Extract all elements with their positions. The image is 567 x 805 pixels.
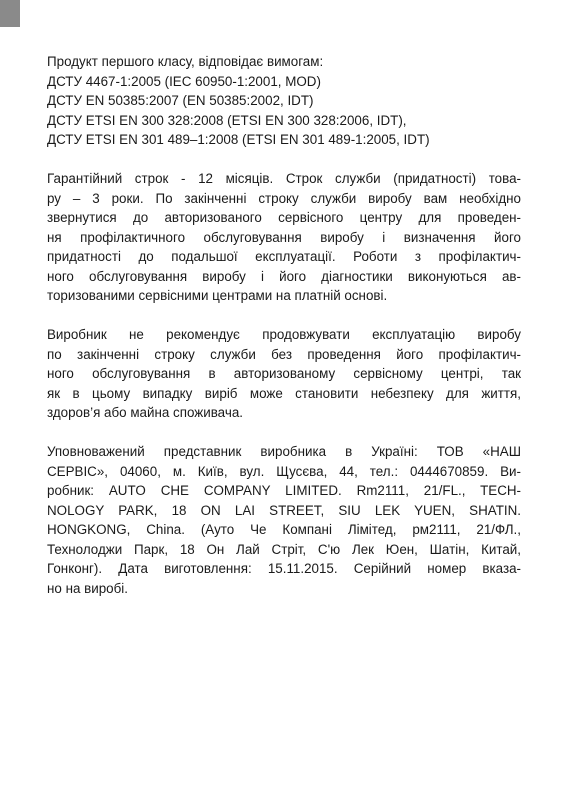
warranty-line: ру – 3 роки. По закінченні строку служби виробу вам необхідно	[47, 190, 521, 206]
warranty-line: ного обслуговування виробу і його діагностики виконуються ав-	[47, 268, 521, 284]
representative-line: Уповноважений представник виробника в Україні: ТОВ «НАШ	[47, 444, 521, 459]
representative-paragraph	[47, 442, 521, 598]
compliance-line: ДСТУ ETSI EN 301 489–1:2008 (ETSI EN 301 489-1:2005, IDT)	[47, 132, 430, 147]
warranty-line: торизованими сервісними центрами на платній основі.	[47, 288, 388, 303]
recommendation-paragraph	[47, 325, 521, 423]
representative-line: робник: AUTO CHE COMPANY LIMITED. Rm2111, 21/FL., TECH-	[47, 483, 521, 498]
recommendation-line: ного обслуговування в авторизованому сервісному центрі, так	[47, 366, 521, 381]
representative-line: Гонконг). Дата виготовлення: 15.11.2015. Серійний номер вказа-	[47, 561, 521, 576]
recommendation-line: здоров’я або майна споживача.	[47, 405, 243, 420]
representative-line: Технолоджи Парк, 18 Он Лай Стріт, С'ю Лек Юен, Шатін, Китай,	[47, 541, 521, 557]
document-body	[47, 52, 521, 618]
page-corner-tab	[0, 0, 20, 27]
warranty-line: Гарантійний строк - 12 місяців. Строк служби (придатності) това-	[47, 171, 521, 186]
warranty-line: звернутися до авторизованого сервісного центру для проведен-	[47, 210, 521, 225]
compliance-paragraph	[47, 52, 521, 150]
recommendation-line: як в цьому випадку виріб може становити небезпеку для життя,	[47, 385, 521, 401]
representative-line: HONGKONG, China. (Ауто Че Компані Лімітед, рм2111, 21/ФЛ.,	[47, 522, 521, 537]
recommendation-line: по закінченні строку служби без проведення його профілактич-	[47, 346, 521, 362]
compliance-line: ДСТУ EN 50385:2007 (EN 50385:2002, IDT)	[47, 93, 314, 108]
representative-line: но на виробі.	[47, 580, 128, 596]
recommendation-line: Виробник не рекомендує продовжувати експлуатацію виробу	[47, 327, 521, 342]
compliance-line: Продукт першого класу, відповідає вимогам:	[47, 54, 324, 69]
compliance-line: ДСТУ ETSI EN 300 328:2008 (ETSI EN 300 328:2006, IDT),	[47, 112, 407, 128]
representative-line: СЕРВІС», 04060, м. Київ, вул. Щусєва, 44, тел.: 0444670859. Ви-	[47, 463, 521, 479]
warranty-line: ня профілактичного обслуговування виробу і визначення його	[47, 229, 521, 245]
warranty-paragraph	[47, 169, 521, 306]
representative-line: NOLOGY PARK, 18 ON LAI STREET, SIU LEK YUEN, SHATIN.	[47, 502, 521, 518]
compliance-line: ДСТУ 4467-1:2005 (IEC 60950-1:2001, MOD)	[47, 73, 321, 89]
warranty-line: придатності до подальшої експлуатації. Роботи з профілактич-	[47, 249, 521, 264]
